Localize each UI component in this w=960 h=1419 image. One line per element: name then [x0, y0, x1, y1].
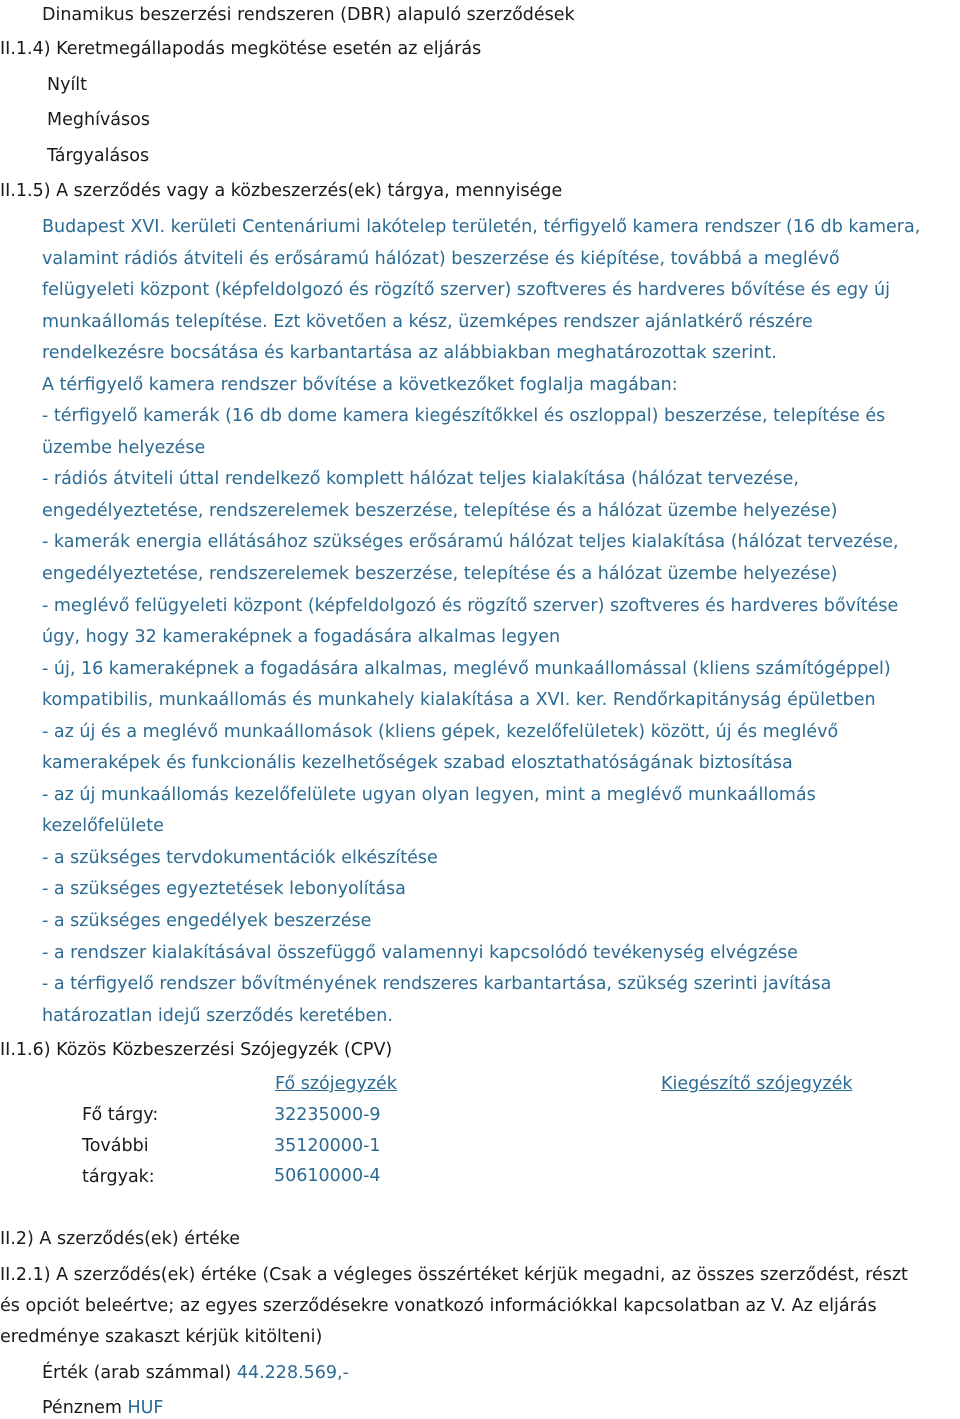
amount-label: Érték (arab számmal) — [42, 1363, 232, 1383]
description-line: felügyeleti központ (képfeldolgozó és rögzítő szerver) szoftveres és hardveres bővítése és egy új — [42, 280, 890, 301]
cpv-main-code: 32235000-9 — [274, 1105, 381, 1125]
description-line: A térfigyelő kamera rendszer bővítése a következőket foglalja magában: — [42, 374, 678, 395]
description-line: kompatibilis, munkaállomás és munkahely kialakítása a XVI. ker. Rendőrkapitányság épületben — [42, 690, 876, 711]
description-line: - a szükséges engedélyek beszerzése — [42, 911, 372, 932]
description-line: valamint rádiós átviteli és erősáramú hálózat) beszerzése és kiépítése, továbbá a meglévő — [42, 248, 840, 269]
description-line: - kamerák energia ellátásához szükséges erősáramú hálózat teljes kialakítása (hálózat tervezése, — [42, 532, 899, 553]
section-heading-ii-2-1-line-2: és opciót beleértve; az egyes szerződésekre vonatkozó információkkal kapcsolatban az V. Az eljárás — [0, 1296, 877, 1316]
currency-row — [42, 1397, 164, 1419]
section-heading-ii-1-6: II.1.6) Közös Közbeszerzési Szójegyzék (CPV) — [0, 1040, 393, 1060]
cpv-main-vocabulary-link[interactable]: Fő szójegyzék — [275, 1074, 397, 1094]
section-heading-ii-2-1-line-1: II.2.1) A szerződés(ek) értéke (Csak a végleges összértéket kérjük megadni, az összes szerződést, részt — [0, 1265, 908, 1285]
description-line: üzembe helyezése — [42, 437, 206, 458]
description-line: - a szükséges tervdokumentációk elkészítése — [42, 847, 438, 868]
description-line: úgy, hogy 32 kameraképnek a fogadására alkalmas legyen — [42, 627, 561, 648]
description-line: - a szükséges egyeztetések lebonyolítása — [42, 879, 406, 900]
description-line: Budapest XVI. kerületi Centenáriumi lakótelep területén, térfigyelő kamera rendszer (16 db kamera, — [42, 217, 921, 237]
cpv-main-label: Fő tárgy: — [82, 1105, 159, 1125]
section-heading-ii-2: II.2) A szerződés(ek) értéke — [0, 1229, 241, 1249]
description-line: határozatlan idejű szerződés keretében. — [42, 1005, 393, 1026]
cpv-more-code-1: 35120000-1 — [274, 1136, 381, 1156]
description-line: - a rendszer kialakításával összefüggő valamennyi kapcsolódó tevékenység elvégzése — [42, 942, 798, 963]
procedure-option-invite: Meghívásos — [47, 110, 150, 130]
description-line: - az új és a meglévő munkaállomások (kliens gépek, kezelőfelületek) között, új és meglévő — [42, 721, 839, 742]
description-line: kezelőfelülete — [42, 816, 164, 837]
currency-value: HUF — [127, 1398, 164, 1418]
dbr-line: Dinamikus beszerzési rendszeren (DBR) alapuló szerződések — [42, 5, 575, 25]
description-line: - rádiós átviteli úttal rendelkező komplett hálózat teljes kialakítása (hálózat tervezése, — [42, 469, 799, 490]
description-line: - új, 16 kameraképnek a fogadására alkalmas, meglévő munkaállomással (kliens számítógéppel) — [42, 658, 891, 679]
description-line: - térfigyelő kamerák (16 db dome kamera kiegészítőkkel és oszloppal) beszerzése, telepítése és — [42, 406, 886, 427]
amount-value: 44.228.569,- — [236, 1363, 349, 1383]
cpv-supplementary-vocabulary-link[interactable]: Kiegészítő szójegyzék — [661, 1074, 853, 1094]
description-line: kameraképek és funkcionális kezelhetőségek szabad elosztathatóságának biztosítása — [42, 753, 793, 774]
currency-label: Pénznem — [42, 1398, 122, 1418]
description-line: munkaállomás telepítése. Ezt követően a kész, üzemképes rendszer ajánlatkérő részére — [42, 311, 813, 332]
description-line: engedélyeztetése, rendszerelemek beszerzése, telepítése és a hálózat üzembe helyezése) — [42, 564, 838, 585]
section-heading-ii-2-1-line-3: eredménye szakaszt kérjük kitölteni) — [0, 1327, 323, 1347]
description-line: - a térfigyelő rendszer bővítményének rendszeres karbantartása, szükség szerinti javítása — [42, 974, 832, 995]
description-line: engedélyeztetése, rendszerelemek beszerzése, telepítése és a hálózat üzembe helyezése) — [42, 500, 838, 521]
procedure-option-negotiated: Tárgyalásos — [47, 146, 150, 166]
section-heading-ii-1-4: II.1.4) Keretmegállapodás megkötése esetén az eljárás — [0, 39, 482, 59]
description-line: - az új munkaállomás kezelőfelülete ugyan olyan legyen, mint a meglévő munkaállomás — [42, 784, 816, 805]
cpv-more-label-2: tárgyak: — [82, 1167, 155, 1187]
amount-row — [42, 1362, 349, 1384]
cpv-more-label-1: További — [82, 1136, 149, 1156]
description-line: rendelkezésre bocsátása és karbantartása az alábbiakban meghatározottak szerint. — [42, 343, 777, 364]
section-heading-ii-1-5: II.1.5) A szerződés vagy a közbeszerzés(ek) tárgya, mennyisége — [0, 181, 563, 201]
cpv-more-code-2: 50610000-4 — [274, 1166, 381, 1186]
contract-description — [42, 212, 960, 1032]
procedure-option-open: Nyílt — [47, 75, 88, 95]
description-line: - meglévő felügyeleti központ (képfeldolgozó és rögzítő szerver) szoftveres és hardveres bővítése — [42, 595, 899, 616]
